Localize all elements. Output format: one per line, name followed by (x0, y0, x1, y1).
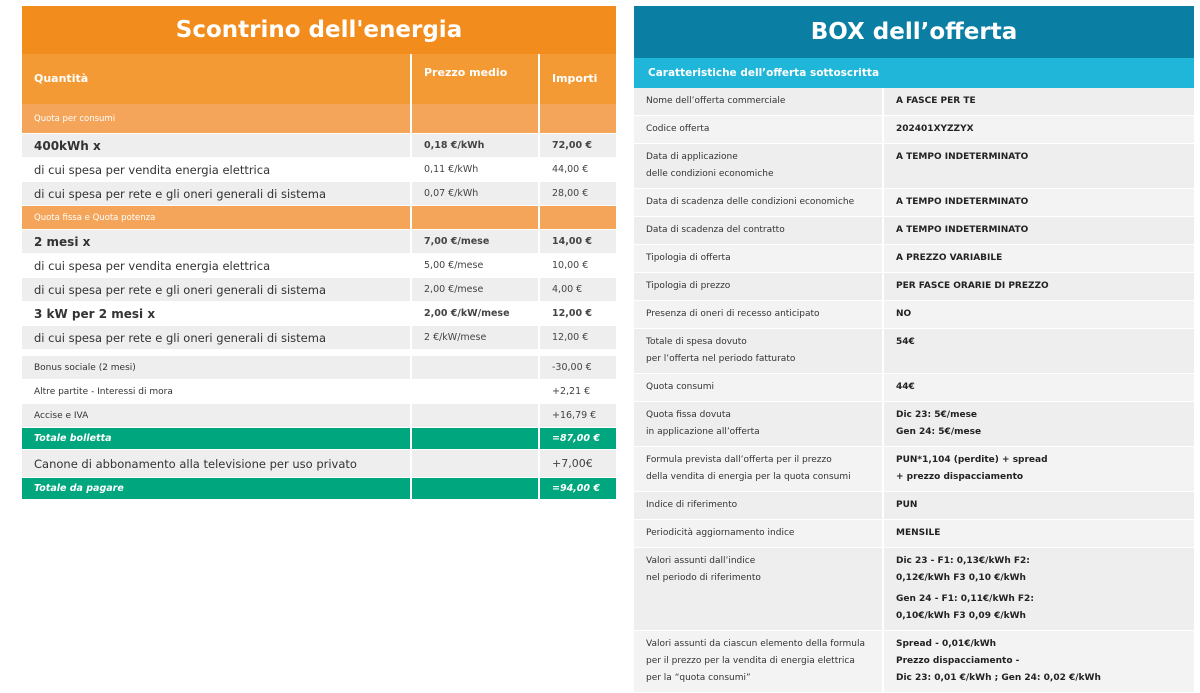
value-line: Gen 24 - F1: 0,11€/kWh F2: (896, 594, 1034, 604)
box-row (634, 116, 1194, 144)
box-row-label: Indice di riferimento (634, 492, 884, 519)
table-row (22, 182, 616, 206)
box-row-label: Presenza di oneri di recesso anticipato (634, 301, 884, 328)
value-line: 0,12€/kWh F3 0,10 €/kWh (896, 573, 1026, 583)
value-line: A TEMPO INDETERMINATO (896, 225, 1029, 235)
row-amount: +16,79 € (552, 410, 597, 421)
box-row (634, 520, 1194, 548)
box-row-value (884, 144, 1194, 188)
table-row (22, 104, 616, 134)
row-price (412, 104, 540, 133)
table-row (22, 230, 616, 254)
row-price: 0,07 €/kWh (412, 182, 540, 205)
box-row-label: Periodicità aggiornamento indice (634, 520, 884, 547)
box-offerta-table (634, 6, 1194, 693)
box-row (634, 548, 1194, 631)
box-row-label: Quota consumi (634, 374, 884, 401)
row-price: 2,00 €/mese (412, 278, 540, 301)
total-amount: =94,00 € (552, 483, 600, 494)
row-amount: 44,00 € (552, 164, 589, 175)
value-line: Prezzo dispacciamento - (896, 656, 1020, 666)
row-amount: 10,00 € (552, 260, 589, 271)
table-row (22, 158, 616, 182)
table-row (22, 254, 616, 278)
value-line: A FASCE PER TE (896, 96, 976, 106)
scontrino-body (22, 104, 616, 500)
row-amount: 72,00 € (552, 140, 592, 151)
row-amount: 14,00 € (552, 236, 592, 247)
box-row-value (884, 88, 1194, 115)
box-row-label: Data di scadenza delle condizioni economiche (634, 189, 884, 216)
box-title: BOX dell’offerta (634, 6, 1194, 58)
value-line: A TEMPO INDETERMINATO (896, 152, 1029, 162)
box-row-label: Nome dell’offerta commerciale (634, 88, 884, 115)
box-row-label: Quota fissa dovuta in applicazione all’offerta (634, 402, 884, 446)
canone-row (22, 450, 616, 478)
row-price: 0,18 €/kWh (412, 134, 540, 157)
box-subtitle: Caratteristiche dell’offerta sottoscritta (634, 58, 1194, 88)
row-price: 0,11 €/kWh (412, 158, 540, 181)
box-row (634, 301, 1194, 329)
row-price (412, 356, 540, 379)
row-label: di cui spesa per vendita energia elettrica (22, 158, 412, 181)
table-row (22, 326, 616, 350)
box-row-value (884, 374, 1194, 401)
value-line: Dic 23 - F1: 0,13€/kWh F2: (896, 556, 1030, 566)
box-row-value (884, 520, 1194, 547)
extra-row (22, 356, 616, 380)
total-label: Totale bolletta (22, 428, 412, 449)
value-line: 54€ (896, 337, 915, 347)
box-row-value (884, 116, 1194, 143)
box-row-label: Totale di spesa dovuto per l’offerta nel periodo fatturato (634, 329, 884, 373)
box-body (634, 88, 1194, 693)
row-label: Bonus sociale (2 mesi) (22, 356, 412, 379)
row-label: di cui spesa per rete e gli oneri generali di sistema (22, 182, 412, 205)
row-price (412, 428, 540, 449)
value-line: Dic 23: 0,01 €/kWh ; Gen 24: 0,02 €/kWh (896, 673, 1101, 683)
row-price: 2 €/kW/mese (412, 326, 540, 349)
value-line: PER FASCE ORARIE DI PREZZO (896, 281, 1049, 291)
box-row-value (884, 402, 1194, 446)
row-amount: 12,00 € (552, 308, 592, 319)
scontrino-title: Scontrino dell'energia (22, 6, 616, 54)
box-row-value (884, 447, 1194, 491)
box-row (634, 631, 1194, 693)
row-label: di cui spesa per rete e gli oneri generali di sistema (22, 278, 412, 301)
row-amount: +7,00€ (552, 457, 593, 470)
totale-bolletta-row (22, 428, 616, 450)
box-row-value (884, 631, 1194, 692)
table-row (22, 206, 616, 230)
value-line: MENSILE (896, 528, 941, 538)
extra-row (22, 404, 616, 428)
box-row-value (884, 329, 1194, 373)
box-row-value (884, 492, 1194, 519)
box-row-value (884, 301, 1194, 328)
box-row (634, 273, 1194, 301)
value-line: A PREZZO VARIABILE (896, 253, 1003, 263)
header-importi: Importi (552, 72, 598, 85)
row-amount (540, 206, 616, 229)
row-label: 2 mesi x (22, 230, 412, 253)
value-line: PUN (896, 500, 918, 510)
box-row-value (884, 548, 1194, 630)
box-row (634, 492, 1194, 520)
row-label: di cui spesa per rete e gli oneri generali di sistema (22, 326, 412, 349)
box-row-label: Valori assunti dall’indice nel periodo di riferimento (634, 548, 884, 630)
row-label: Accise e IVA (22, 404, 412, 427)
row-label: Quota per consumi (22, 104, 412, 133)
box-row-value (884, 217, 1194, 244)
box-row-value (884, 273, 1194, 300)
row-price: 2,00 €/kW/mese (412, 302, 540, 325)
box-row (634, 329, 1194, 374)
box-row-label: Data di scadenza del contratto (634, 217, 884, 244)
box-row-label: Codice offerta (634, 116, 884, 143)
row-price: 7,00 €/mese (412, 230, 540, 253)
row-amount: 4,00 € (552, 284, 583, 295)
box-row-label: Valori assunti da ciascun elemento della formula per il prezzo per la vendita di energia elettrica per la “quota consumi” (634, 631, 884, 692)
value-line: Gen 24: 5€/mese (896, 427, 982, 437)
total-amount: =87,00 € (552, 433, 600, 444)
scontrino-energia-table (22, 6, 616, 500)
row-label: 400kWh x (22, 134, 412, 157)
row-price (412, 478, 540, 499)
header-prezzo-medio: Prezzo medio (412, 54, 540, 104)
box-row-label: Formula prevista dall’offerta per il prezzo della vendita di energia per la quota consumi (634, 447, 884, 491)
row-price (412, 450, 540, 477)
table-row (22, 134, 616, 158)
row-label: 3 kW per 2 mesi x (22, 302, 412, 325)
box-row (634, 144, 1194, 189)
value-line: NO (896, 309, 912, 319)
scontrino-header-row (22, 54, 616, 104)
box-row-label: Tipologia di prezzo (634, 273, 884, 300)
row-amount: 28,00 € (552, 188, 589, 199)
row-label: Canone di abbonamento alla televisione per uso privato (22, 450, 412, 477)
box-row (634, 217, 1194, 245)
row-price (412, 404, 540, 427)
box-row (634, 245, 1194, 273)
value-line: 44€ (896, 382, 915, 392)
box-row (634, 88, 1194, 116)
box-row (634, 402, 1194, 447)
value-line: Dic 23: 5€/mese (896, 410, 978, 420)
row-price: 5,00 €/mese (412, 254, 540, 277)
extra-row (22, 380, 616, 404)
row-label: Altre partite - Interessi di mora (22, 380, 412, 403)
row-price (412, 206, 540, 229)
table-row (22, 302, 616, 326)
box-row-value (884, 245, 1194, 272)
row-price (412, 380, 540, 403)
total-label: Totale da pagare (22, 478, 412, 499)
table-row (22, 278, 616, 302)
box-row-label: Data di applicazione delle condizioni economiche (634, 144, 884, 188)
box-row (634, 189, 1194, 217)
row-amount (540, 104, 616, 133)
box-row (634, 447, 1194, 492)
header-quantita: Quantità (22, 54, 412, 104)
row-amount: +2,21 € (552, 386, 591, 397)
value-line: 202401XYZZYX (896, 124, 974, 134)
row-amount: -30,00 € (552, 362, 592, 373)
box-row-value (884, 189, 1194, 216)
value-line: + prezzo dispacciamento (896, 472, 1024, 482)
value-line: A TEMPO INDETERMINATO (896, 197, 1029, 207)
value-line: 0,10€/kWh F3 0,09 €/kWh (896, 611, 1026, 621)
box-row-label: Tipologia di offerta (634, 245, 884, 272)
row-label: Quota fissa e Quota potenza (22, 206, 412, 229)
value-line: Spread - 0,01€/kWh (896, 639, 997, 649)
row-amount: 12,00 € (552, 332, 589, 343)
value-line: PUN*1,104 (perdite) + spread (896, 455, 1048, 465)
totale-pagare-row (22, 478, 616, 500)
box-row (634, 374, 1194, 402)
row-label: di cui spesa per vendita energia elettrica (22, 254, 412, 277)
